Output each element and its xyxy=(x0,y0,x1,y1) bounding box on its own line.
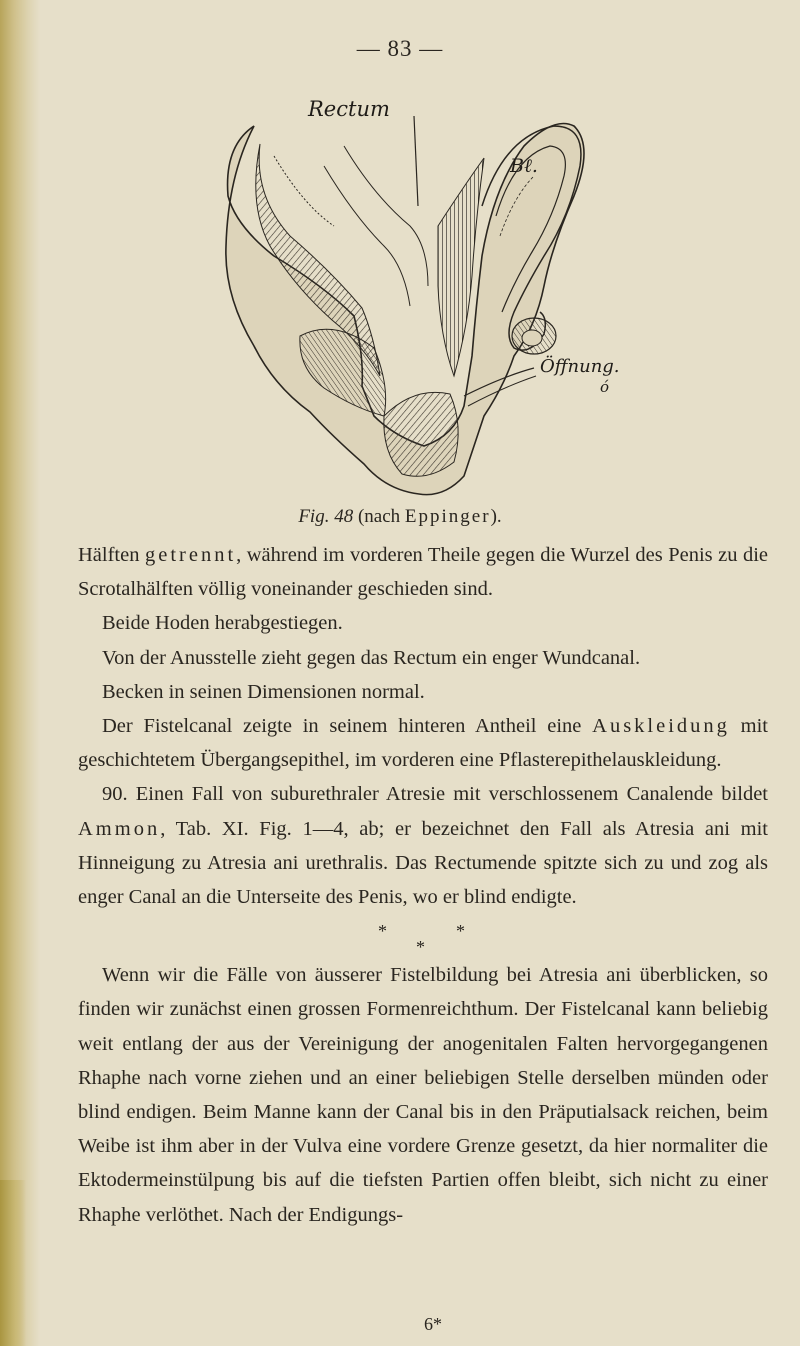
paragraph: Wenn wir die Fälle von äusserer Fistelbildung bei Atresia ani überblicken, so finden wir zunächst einen grossen Formenreichthum. Der Fistelcanal kann beliebig weit entlang der aus der Vereinigung der anogenitalen Falten hervorgegangenen Rhaphe nach vorne ziehen und an einer beliebigen Stelle derselben münden oder blind endigen. Beim Manne kann der Canal bis in den Präputialsack reichen, beim Weibe ist ihm aber in der Vulva eine vordere Grenze gesetzt, da hier normaliter die Ektodermeinstülpung bis auf die tiefsten Partien offen bleibt, sich nicht zu einer Rhaphe verlöthet. Nach der Endigungs- xyxy=(78,964,768,1226)
label-letter: ó xyxy=(600,378,610,396)
star: * xyxy=(378,921,387,942)
page-number: — 83 — xyxy=(356,36,444,61)
anatomical-figure xyxy=(214,86,634,506)
emphasized-word: Auskleidung xyxy=(592,715,730,738)
caption-author: Eppinger xyxy=(404,506,491,527)
text-run: , während im vorderen Theile gegen die Wurzel des Penis zu die Scrotalhälften völlig voneinander geschieden sind. xyxy=(78,544,768,601)
label-bp: Bℓ. xyxy=(510,155,538,177)
star: * xyxy=(456,921,465,942)
page-edge-shadow xyxy=(0,0,40,1346)
body-text xyxy=(78,538,768,1232)
paragraph: Becken in seinen Dimensionen normal. xyxy=(102,680,425,703)
section-separator xyxy=(78,914,768,958)
paragraph: Von der Anusstelle zieht gegen das Rectum ein enger Wundcanal. xyxy=(102,646,641,669)
label-oeffnung: Öffnung. xyxy=(540,356,620,377)
author-name: Ammon xyxy=(78,817,161,840)
paragraph: Beide Hoden herabgestiegen. xyxy=(102,612,343,635)
figure-number: Fig. 48 xyxy=(298,506,354,527)
page-edge-shadow-bottom xyxy=(0,1180,26,1346)
sheet-signature: 6* xyxy=(424,1314,442,1334)
text-run: , Tab. XI. Fig. 1—4, ab; er bezeichnet den Fall als Atresia ani mit Hinneigung zu Atresia ani urethralis. Das Rectumende spitzte sich zu und zog als enger Canal an die Unterseite des Penis, wo er blind endigte. xyxy=(78,817,768,909)
paragraph xyxy=(78,777,768,914)
label-rectum: Rectum xyxy=(308,97,390,121)
text-run: 90. Einen Fall von suburethraler Atresie mit verschlossenem Canalende bildet xyxy=(102,783,768,806)
text-run: mit geschichtetem Übergangsepithel, im vorderen eine Pflasterepithelauskleidung. xyxy=(78,715,769,772)
figure-caption xyxy=(0,506,800,528)
paragraph xyxy=(78,709,768,777)
text-run: Hälften xyxy=(78,544,145,566)
star: * xyxy=(416,937,425,958)
paragraph xyxy=(78,538,768,606)
emphasized-word: getrennt xyxy=(144,544,237,566)
text-run: Der Fistelcanal zeigte in seinem hinteren Antheil eine xyxy=(102,715,593,738)
caption-pre: (nach xyxy=(357,506,405,527)
caption-post: ). xyxy=(490,506,502,527)
figure-drawing xyxy=(214,86,634,506)
